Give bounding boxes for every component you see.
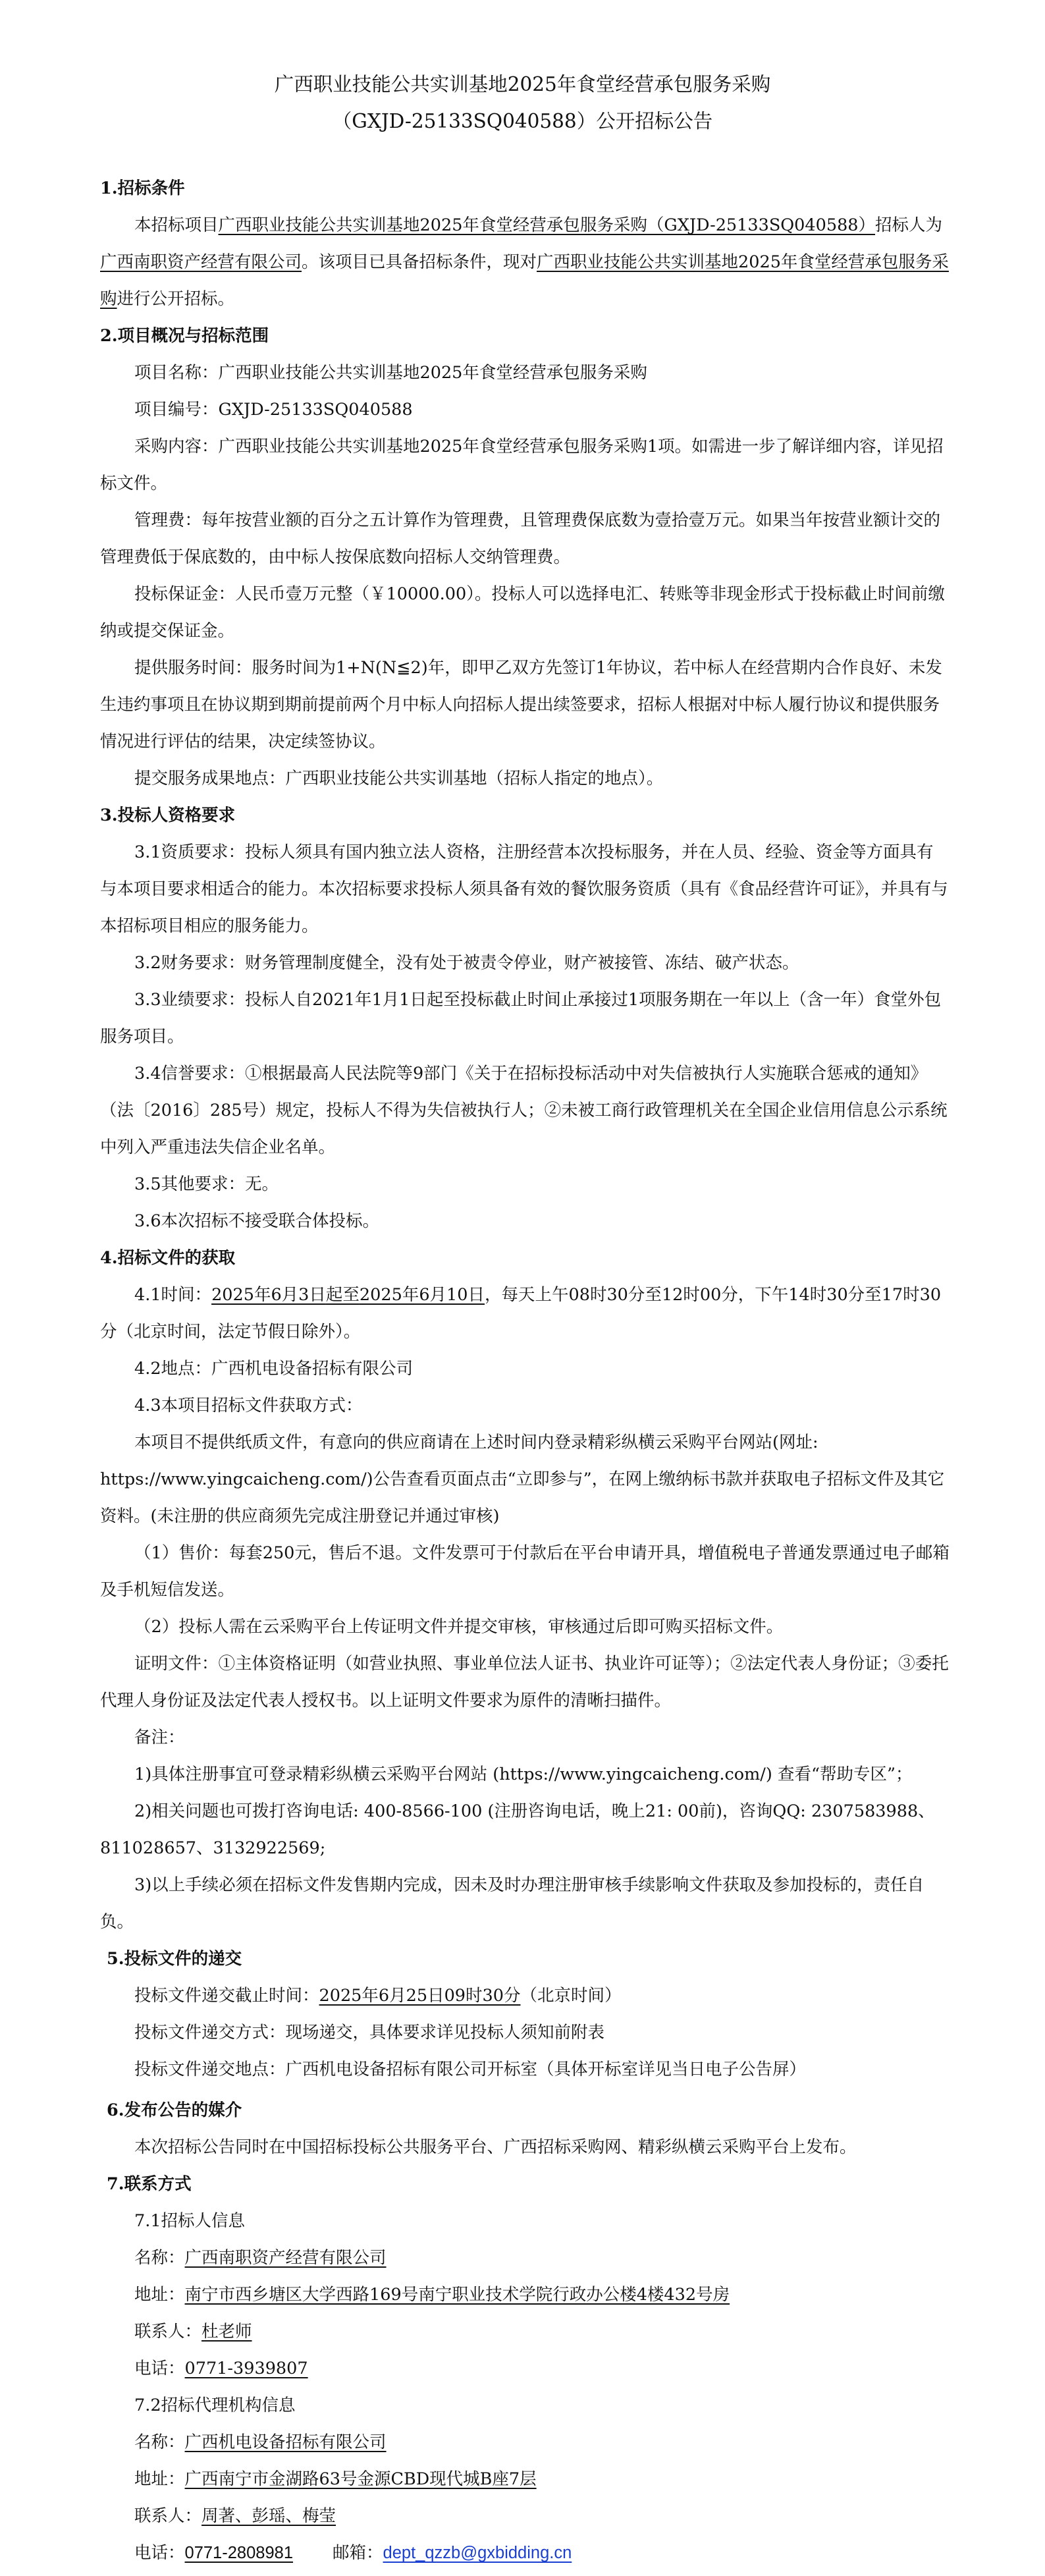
section-7-heading: 7.联系方式 (107, 2174, 192, 2194)
document-price: （1）售价：每套250元，售后不退。文件发票可于付款后在平台申请开具，增值税电子普通发票通过电子邮箱及手机短信发送。 (100, 1543, 950, 1600)
submission-deadline (100, 1977, 950, 2014)
acquisition-description: 本项目不提供纸质文件，有意向的供应商请在上述时间内登录精彩纵横云采购平台网站(网址: https://www.yingcaicheng.com/)公告查看页面点击“立即参与”，在网上缴纳标书款并获取电子招标文件及其它资料。(未注册的供应商须先完成注册登记并通过审核) (100, 1433, 945, 1526)
agent-info-title: 7.2招标代理机构信息 (134, 2396, 296, 2415)
service-location: 提交服务成果地点：广西职业技能公共实训基地（招标人指定的地点）。 (134, 769, 664, 788)
agent-phone: 0771-2808981 (184, 2544, 294, 2562)
address-label: 地址： (134, 2285, 185, 2305)
financial-requirement: 3.2财务要求：财务管理制度健全，没有处于被责令停业，财产被接管、冻结、破产状态。 (134, 953, 799, 973)
agent-email[interactable]: dept_qzzb@gxbidding.cn (383, 2544, 572, 2562)
agent-name: 广西机电设备招标有限公司 (184, 2432, 387, 2452)
name-label: 名称： (134, 2432, 185, 2452)
deadline-tz: （北京时间） (520, 1986, 622, 2006)
section-2-heading: 2.项目概况与招标范围 (100, 326, 269, 346)
address-label: 地址： (134, 2469, 185, 2489)
section-1-heading: 1.招标条件 (100, 178, 185, 198)
section-3-heading: 3.投标人资格要求 (100, 806, 236, 825)
section-4-heading: 4.招标文件的获取 (100, 1248, 236, 1268)
time-rest: ，每天上午08时30分至12时00分，下午14时30分至17时30分（北京时间，法定节假日除外）。 (100, 1285, 942, 1342)
acquisition-place: 4.2地点：广西机电设备招标有限公司 (134, 1359, 414, 1379)
note-label: 备注： (134, 1728, 185, 1747)
note-1: 1)具体注册事宜可登录精彩纵横云采购平台网站 (https://www.yingcaicheng.com/) 查看“帮助专区”； (134, 1765, 913, 1784)
section-5-heading: 5.投标文件的递交 (107, 1949, 242, 1969)
agent-contact: 周著、彭瑶、梅莹 (201, 2506, 336, 2526)
title-line-2: （GXJD-25133SQ040588）公开招标公告 (332, 110, 713, 132)
consortium-note: 3.6本次招标不接受联合体投标。 (134, 1211, 380, 1231)
phone-label: 电话： (134, 2543, 185, 2563)
tenderer-link: 广西南职资产经营有限公司 (100, 252, 302, 272)
upload-proof: （2）投标人需在云采购平台上传证明文件并提交审核，审核通过后即可购买招标文件。 (134, 1617, 784, 1637)
announcement-title (0, 66, 1045, 140)
note-3: 3)以上手续必须在招标文件发售期内完成，因未及时办理注册审核手续影响文件获取及参加投标的，责任自负。 (100, 1875, 924, 1932)
s1-text-3: 。该项目已具备招标条件，现对 (302, 252, 537, 272)
credit-requirement: 3.4信誉要求：①根据最高人民法院等9部门《关于在招标投标活动中对失信被执行人实施联合惩戒的通知》（法〔2016〕285号）规定，投标人不得为失信被执行人；②未被工商行政管理机关在全国企业信用信息公示系统中列入严重违法失信企业名单。 (100, 1064, 948, 1157)
tenderer-address-row (100, 2276, 950, 2313)
project-name: 项目名称：广西职业技能公共实训基地2025年食堂经营承包服务采购 (134, 363, 647, 383)
submission-method: 投标文件递交方式：现场递交，具体要求详见投标人须知前附表 (134, 2023, 605, 2042)
acquisition-method: 4.3本项目招标文件获取方式： (134, 1396, 363, 1415)
phone-label: 电话： (134, 2359, 185, 2378)
bid-deposit: 投标保证金：人民币壹万元整（￥10000.00）。投标人可以选择电汇、转账等非现金形式于投标截止时间前缴纳或提交保证金。 (100, 584, 945, 641)
project-link-2: 广西职业技能公共实训基地2025年食堂经营承包服务采购 (100, 252, 949, 309)
note-2: 2)相关问题也可拨打咨询电话: 400-8566-100 (注册咨询电话，晚上21: 00前)，咨询QQ: 2307583988、811028657、3132922569; (100, 1801, 935, 1858)
agent-phone-row (100, 2535, 950, 2571)
agent-address: 广西南宁市金湖路63号金源CBD现代城B座7层 (184, 2469, 537, 2489)
deadline-label: 投标文件递交截止时间： (134, 1986, 319, 2006)
agent-address-row (100, 2461, 950, 2498)
tenderer-address: 南宁市西乡塘区大学西路169号南宁职业技术学院行政办公楼4楼432号房 (184, 2285, 730, 2305)
agent-contact-row (100, 2498, 950, 2535)
section-6-heading: 6.发布公告的媒介 (107, 2100, 242, 2120)
tenderer-phone-row (100, 2350, 950, 2387)
time-mid: 起至 (325, 1285, 360, 1305)
performance-requirement: 3.3业绩要求：投标人自2021年1月1日起至投标截止时间止承接过1项服务期在一年以上（含一年）食堂外包服务项目。 (100, 990, 942, 1047)
tenderer-phone: 0771-3939807 (184, 2359, 308, 2378)
tenderer-contact-row (100, 2313, 950, 2350)
service-period: 提供服务时间：服务时间为1+N(N≦2)年，即甲乙双方先签订1年协议，若中标人在经营期内合作良好、未发生违约事项且在协议期到期前提前两个月中标人向招标人提出续签要求，招标人根据对中标人履行协议和提供服务情况进行评估的结果，决定续签协议。 (100, 658, 942, 752)
qualification-requirement: 3.1资质要求：投标人须具有国内独立法人资格，注册经营本次投标服务，并在人员、经验、资金等方面具有与本项目要求相适合的能力。本次招标要求投标人须具备有效的餐饮服务资质（具有《食品经营许可证》，并具有与本招标项目相应的服务能力。 (100, 842, 948, 936)
tenderer-info-title: 7.1招标人信息 (134, 2211, 246, 2231)
tenderer-name: 广西南职资产经营有限公司 (184, 2248, 387, 2268)
time-end: 2025年6月10日 (359, 1285, 485, 1305)
name-label: 名称： (134, 2248, 185, 2268)
bidding-conditions-paragraph (100, 207, 950, 317)
time-label: 4.1时间： (134, 1285, 212, 1305)
s1-text-1: 本招标项目 (134, 215, 219, 235)
submission-place: 投标文件递交地点：广西机电设备招标有限公司开标室（具体开标室详见当日电子公告屏） (134, 2060, 807, 2079)
s1-text-4: 进行公开招标。 (117, 289, 235, 309)
procurement-content: 采购内容：广西职业技能公共实训基地2025年食堂经营承包服务采购1项。如需进一步了解详细内容，详见招标文件。 (100, 437, 944, 493)
acquisition-time (100, 1276, 950, 1350)
project-code: 项目编号：GXJD-25133SQ040588 (134, 400, 413, 420)
other-requirement: 3.5其他要求：无。 (134, 1174, 279, 1194)
project-link: 广西职业技能公共实训基地2025年食堂经营承包服务采购（GXJD-25133SQ040588） (218, 215, 876, 235)
proof-documents: 证明文件：①主体资格证明（如营业执照、事业单位法人证书、执业许可证等）；②法定代表人身份证；③委托代理人身份证及法定代表人授权书。以上证明文件要求为原件的清晰扫描件。 (100, 1654, 949, 1711)
announcement-body (100, 170, 950, 2571)
contact-label: 联系人： (134, 2322, 202, 2342)
tenderer-contact: 杜老师 (201, 2322, 252, 2342)
agent-name-row (100, 2424, 950, 2461)
media-paragraph: 本次招标公告同时在中国招标投标公共服务平台、广西招标采购网、精彩纵横云采购平台上发布。 (134, 2137, 857, 2157)
s1-text-2: 招标人为 (875, 215, 943, 235)
tenderer-name-row (100, 2239, 950, 2276)
management-fee: 管理费：每年按营业额的百分之五计算作为管理费，且管理费保底数为壹拾壹万元。如果当年按营业额计交的管理费低于保底数的，由中标人按保底数向招标人交纳管理费。 (100, 510, 941, 567)
email-label: 邮箱： (333, 2543, 383, 2563)
time-start: 2025年6月3日 (211, 1285, 326, 1305)
contact-label: 联系人： (134, 2506, 202, 2526)
title-line-1: 广西职业技能公共实训基地2025年食堂经营承包服务采购 (274, 73, 771, 96)
deadline-value: 2025年6月25日09时30分 (319, 1986, 521, 2006)
